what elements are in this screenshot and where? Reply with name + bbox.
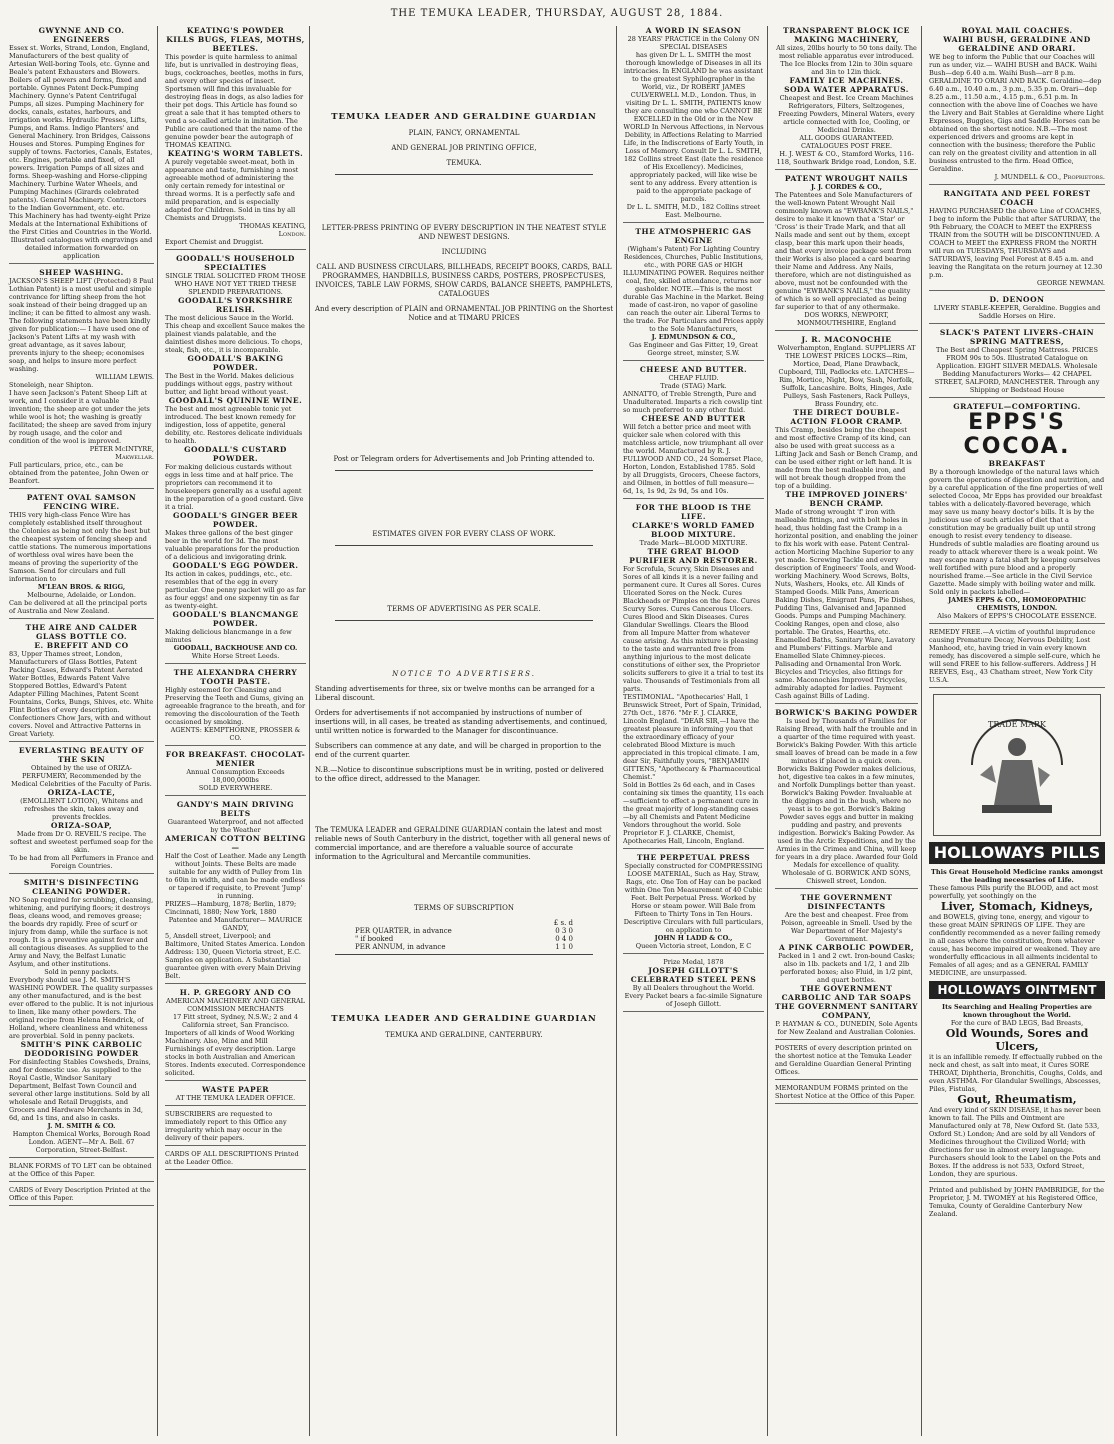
worm-signature: THOMAS KEATING, <box>239 222 306 230</box>
word-body: has given Dr L. L. SMITH the most thorough knowledge of Diseases in all its intricacies. In ENGLAND he was assistant to the greatest Syphilographer in the World, viz., Dr ROBERT JAMES CULVERWELL M.D., London. Thus, in visiting Dr L. L. SMITH, PATIENTS know they are consulting one who CANNOT BE EXCELLED in the Old or in the New WORLD In Nervous Affections, in Nervous Debility, in Affections Relating to Married Life, in the Indiscretions of Early Youth, in Loss of Memory. Consult Dr L. L. SMITH, 182 Collins street East (late the residence of His Excellency). Medicines, appropriately packed, will like wise be sent to any address. Every attention is paid to the appropriate package of parcels. <box>623 51 764 203</box>
office-title: TEMUKA LEADER AND GERALDINE GUARDIAN <box>331 112 597 122</box>
including-label: INCLUDING <box>441 248 487 256</box>
blank-forms-ad: BLANK FORMS of TO LET can be obtained at the Office of this Paper. <box>9 1162 154 1182</box>
clarke-body: For Scrofula, Scurvy, Skin Diseases and Sores of all kinds it is a never failing and permanent cure. It Cures all Sores. Cures Ulcerated Sores on the Neck. Cures Blackheads or Pimples on the face. Cures Scurvy Sores. Cures Cancerous Ulcers. Cures Blood and Skin Diseases. Cures Glandular Swellings. Clears the Blood from all Impure Matter from whatever cause arising. As this mixture is pleasing to the taste and warranted free from anything injurious to the most delicate constitutions of either sex, the Proprietor solicits sufferers to give it a trial to test its value. Thousands of Testimonials from all parts. <box>623 565 764 693</box>
gandy-location: 5, Ansdell street, Liverpool; and Baltimore, United States America. London Address: 130, Queen Victoria street, E.C. <box>165 932 306 956</box>
gas-location: Gas Engineer and Gas Fitter, 19, Great George street, minster, S.W. <box>629 341 758 357</box>
nail-location: DOS WORKS, NEWPORT, MONMOUTHSHIRE, England <box>797 311 896 327</box>
sheep-location-2: Makwellar. <box>115 453 154 461</box>
mail-subtitle: WAIHI BUSH, GERALDINE AND GERALDINE AND ORARI. <box>943 35 1091 53</box>
subscribers-ad: SUBSCRIBERS are requested to immediately report to this Office any irregularity which may occur in the delivery of their papers. <box>165 1110 306 1146</box>
ice-title: TRANSPARENT BLOCK ICE MAKING MACHINERY, <box>783 26 910 44</box>
gandy-prizes: PRIZES—Hamburg, 1878; Berlin, 1879; Cincinnati, 1880; New York, 1880 <box>165 900 297 916</box>
goods-guaranteed: ALL GOODS GUARANTEED. <box>799 134 894 142</box>
denoon-body: LIVERY STABLE-KEEPER, Geraldine. Buggies and Saddle Horses on Hire. <box>933 304 1101 320</box>
ice2-title: FAMILY ICE MACHINES. <box>789 76 904 85</box>
tooth-agents: AGENTS: KEMPTHORNE, PROSSER & CO. <box>170 726 301 742</box>
york-body: The most delicious Sauce in the World. This cheap and excellent Sauce makes the plainest viands palatable, and the daintiest dishes more delicious. To chops, steak, fish, etc., it is incomparable. <box>165 314 305 354</box>
bench-title: THE IMPROVED JOINERS' BENCH CRAMP. <box>785 490 908 508</box>
sheep-footer: Full particulars, price, etc., can be obtained from the patentee, John Owen or Beanfort. <box>9 461 149 485</box>
oriza-title: EVERLASTING BEAUTY OF THE SKIN <box>18 746 145 764</box>
press-signature: JOHN H LADD & CO., <box>654 934 733 942</box>
column-6 <box>926 26 1108 1436</box>
notice-1: Standing advertisements for three, six or twelve months can be arranged for a Liberal discount. <box>315 685 595 702</box>
cotton-title: AMERICAN COTTON BELTING— <box>165 834 306 852</box>
goodall-title: GOODALL'S HOUSEHOLD SPECIALTIES <box>176 254 295 272</box>
notice-5: The TEMUKA LEADER and GERALDINE GUARDIAN contain the latest and most reliable news of South Canterbury in the district, together with all general news of commercial importance, and are therefore a valuable source of accurate information to the Agricultural and Mercantile communities. <box>315 826 611 861</box>
wrought-nails-ad <box>775 174 918 331</box>
printing-list: CALL AND BUSINESS CIRCULARS, BILLHEADS, RECEIPT BOOKS, CARDS, BALL PROGRAMMES, HANDBILLS, BUSINESS CARDS, POSTERS, PROSPECTUSES, INVOICES, TABLE LAW FORMS, SHOW CARDS, BALANCE SHEETS, PAMPHLETS, CATALOGUES <box>315 263 613 298</box>
borwick-signature: Wholesale of G. BORWICK AND SONS, <box>782 869 911 877</box>
holloway-ad <box>929 694 1105 1182</box>
holloway-pills-body-2: and BOWELS, giving tone, energy, and vigour to these great MAIN SPRINGS OF LIFE. They are confidently recommended as a never failing remedy in all cases where the constitution, from whatever cause, has become impaired or weakened. They are wonderfully efficacious in all ailments incidental to Females of all ages; and as a GENERAL FAMILY MEDICINE, are unsurpassed. <box>929 913 1101 977</box>
holloway-trade-mark-illustration <box>933 694 1101 836</box>
tooth-body: Highly esteemed for Cleansing and Preserving the Teeth and Gums, giving an agreeable fragrance to the breath, and for removing the discolouration of the Teeth occasioned by smoking. <box>165 686 306 726</box>
goodall-signature: GOODALL, BACKHOUSE AND CO. <box>173 644 298 652</box>
holloway-pills-banner: HOLLOWAYS PILLS <box>929 842 1105 864</box>
borwick-body: Is used by Thousands of Families for Raising Bread, with half the trouble and in a quarter of the time required with yeast. Borwick's Baking Powder. With this article small loaves of bread can be made in a few minutes if placed in a quick oven. Borwicks Baking Powder makes delicious, hot, digestive tea cakes in a few minutes, and Norfolk Dumplings better than yeast. Borwick's Baking Powder. Invaluable at the diggings and in the bush, where no yeast is to be got. Borwick's Baking Powder saves eggs and butter in making pudding and pastry, and prevents indigestion. Borwick's Baking Powder. As used in the Arctic Expeditions, and by the Armies in the Crimea and China, will keep for years in a dry place. Awarded four Gold Medals for excellence of quality. <box>775 717 918 869</box>
notice-title: NOTICE TO ADVERTISERS. <box>392 670 536 678</box>
gwynne-body: Essex st. Works, Strand, London, England, Manufacturers of the best quality of Artesian Well-boring Tools, etc. Gynne and Beale's patent Exhausters and Blowers. Boilers of all powers and forms, fixed and portable. Gynnes Patent Deck-Pumping Machinery. Gynne's Patent Centrifugal Pumps, all sizes. Pumping Machinery for docks, canals, estates, harbours, and irrigation works. Hydraulic Presses, Lifts, Pumps, and Rams. Indigo Planters' and General Machinery. Iron Bridges, Caissons Houses and Stores. Pumping Engines for supply of towns. Factories, Canals, Estates, etc. Engines, portable and fixed, of all powers. Irrigation Pumps of all sizes and forms. Sheep-washing and Horse-clipping Machinery. Turbine Water Wheels, and Pumping Machines (Girards celebrated patents). General Machinery. Contractors to the Indian Government, etc. etc. <box>9 44 153 212</box>
maconochie-ad <box>775 335 918 704</box>
notice-4: N.B.—Notice to discontinue subscriptions must be in writing, posted or delivered to the office direct, addressed to the Manager. <box>315 766 604 783</box>
column-2 <box>162 26 310 1436</box>
soap-body: Made from Dr O. REVEIL'S recipe. The softest and sweetest perfumed soap for the skin. <box>10 830 153 854</box>
soap-footer: To be had from all Perfumers in France and Foreign Countries. <box>9 854 154 870</box>
gov-title: THE GOVERNMENT DISINFECTANTS <box>800 893 893 911</box>
sheep-washing-ad <box>9 268 154 489</box>
gillott-ad <box>623 958 764 1012</box>
quinine-title: GOODALL'S QUININE WINE. <box>168 396 303 405</box>
divider <box>335 470 593 471</box>
gas-signature: J. EDMUNDSON & CO., <box>651 333 736 341</box>
soap-title: ORIZA-SOAP, <box>50 821 113 830</box>
gillott-prize: Prize Medal, 1878 <box>663 958 724 966</box>
word-subtitle: 28 YEARS' PRACTICE in the Colony ON SPECIAL DISEASES <box>627 35 760 51</box>
word-title: A WORD IN SEASON <box>645 26 742 35</box>
ginger-title: GOODALL'S GINGER BEER POWDER. <box>173 511 298 529</box>
gandy-body: Guaranteed Waterproof, and not affected by the Weather <box>167 818 304 834</box>
worm-footer: Export Chemist and Druggist. <box>165 238 264 246</box>
holloway-ointment-banner: HOLLOWAYS OINTMENT <box>929 981 1105 999</box>
mail-body: WE beg to inform the Public that our Coaches will run as under, viz.— WAIHI BUSH and BACK. Waihi Bush—dep 6.40 a.m. Waihi Bush—arr 8 p.m. GERALDINE TO ORARI AND BACK. Geraldine—dep 6.40 a.m., 10.40 a.m., 3 p.m., 5.35 p.m. Orari—dep 8.25 a.m., 11.50 a.m., 4.15 p.m., 6.51 p.m. In connection with the above line of Coaches we have the Livery and Bait Stables at Geraldine where Light Expresses, Buggies, Gigs and Saddle Horses can be obtained on the shortest notice. N.B.—The most experienced drivers and grooms are kept in connection with the business; therefore the Public can rely on the greatest civility and attention in all business entrusted to the firm. Head Office, Geraldine. <box>929 53 1104 173</box>
gregory-title: H. P. GREGORY AND CO <box>179 988 292 997</box>
egg-title: GOODALL'S EGG POWDER. <box>172 561 299 570</box>
gwynne-title: GWYNNE AND CO. <box>38 26 125 35</box>
mac-body: Wolverhampton, England. SUPPLIERS AT THE LOWEST PRICES LOCKS—Rim, Mortice, Dead, Plane Drawback, Cupboard, Till, Padlocks etc. LATCHES—Rim, Mortice, Night, Bow, Sash, Norfolk, Suffolk, Lancashire. Bolts, Hinges, Axle Pulleys, Sash Fasteners, Rack Pulleys, Brass Foundry, etc. <box>777 344 916 408</box>
nail-body: The Patentees and Sole Manufacturers of the well-known Patent Wrought Nail commonly known as "EWBANK'S NAILS," desire to make it known that a 'Star' or 'Cross' is their Trade Mark, and that all Nails made and sent out by them, except clasp, bear this mark upon their heads, and that every invoice package sent from their Works is also placed a card bearing their Name and Address. Any Nails, therefore, which are not distinguished as above, must not be confounded with the genuine "EWBANK'S NAILS," the quality of which is so well appreciated as being far superior to that of any othermake. <box>775 191 914 311</box>
glass-bottle-ad <box>9 623 154 742</box>
perpetual-press-ad <box>623 853 764 954</box>
fence-title: PATENT OVAL SAMSON FENCING WIRE. <box>26 493 137 511</box>
blood-mixture-ad <box>623 503 764 849</box>
clarke-subtitle: THE GREAT BLOOD PURIFIER AND RESTORER. <box>629 547 758 565</box>
holloway-ointment-line: Its Searching and Healing Properties are known throughout the World. <box>942 1003 1092 1019</box>
divider <box>335 954 593 955</box>
memo-forms-ad: MEMORANDUM FORMS printed on the Shortest Notice at the Office of this Paper. <box>775 1084 918 1104</box>
waste-title: WASTE PAPER <box>201 1085 270 1094</box>
denoon-title: D. DENOON <box>989 295 1045 304</box>
divider <box>335 620 593 621</box>
denoon-ad <box>929 295 1105 324</box>
cheese2-body: Will fetch a better price and meet with quicker sale when colored with this matchless article, now triumphant all over the world. Manufactured by R. J. FULLWOOD AND CO., 24 Somerset Place, Horton, London, Established 1785. Sold by all Druggists, Grocers, Cheese factors, and Oilmen, in bottles of full measure—6d, 1s, 1s 9d, 2s 9d, 5s and 10s. <box>623 423 764 495</box>
gandy-footer: Samples on application. A Substantial guarantee given with every Main Driving Belt. <box>165 956 301 980</box>
oriza-body: Obtained by the use of ORIZA-PERFUMERY, Recommended by the Medical Celebrities of the Faculty of Paris. <box>11 764 152 788</box>
terms-advertising: TERMS OF ADVERTISING AS PER SCALE. <box>387 605 541 613</box>
epps-body: By a thorough knowledge of the natural laws which govern the operations of digestion and nutrition, and by a careful application of the fine properties of well selected Cocoa, Mr Epps has provided our breakfast tables with a delicately-flavored beverage, which may save us many heavy doctor's bills. It is by the judicious use of such articles of diet that a constitution may be gradually built up until strong enough to resist every tendency to disease. Hundreds of subtle maladies are floating around us ready to attack wherever there is a weak point. We may escape many a fatal shaft by keeping ourselves well fortified with pure blood and a properly nourished frame.—See article in the Civil Service Gazette. Made simply with boiling water and milk. Sold only in packets labelled— <box>929 468 1105 596</box>
sheep-body: JACKSON'S SHEEP LIFT (Protected) 8 Paul Lothian Patent) is a most useful and simple contrivance for lifting sheep from the hot soak instead of their being dragged up an incline; it can be fitted to almost any wash. The following statements have been kindly given for publication:— I have used one of Jackson's Patent Lifts at my wash with great advantage, as it saves labour, prevents injury to the sheep; economises soap, and helps to insure more perfect washing. <box>9 277 154 373</box>
word-in-season-ad <box>623 26 764 223</box>
borwick-title: BORWICK'S BAKING POWDER <box>775 708 918 717</box>
subscription-row: PER QUARTER, in advance 0 3 0 <box>355 927 573 935</box>
mail-signature: J. MUNDELL & CO., Proprietors. <box>994 173 1105 181</box>
letterpress: LETTER-PRESS PRINTING OF EVERY DESCRIPTION IN THE NEATEST STYLE AND NEWEST DESIGNS. <box>321 224 607 241</box>
keating-subtitle: KILLS BUGS, FLEAS, MOTHS, BEETLES. <box>166 35 305 53</box>
posters-ad: POSTERS of every description printed on the shortest notice at the Temuka Leader and Geraldine Guardian General Printing Offices. <box>775 1044 918 1080</box>
subscription-row: " if booked 0 4 0 <box>355 935 573 943</box>
fence-location: Melbourne, Adelaide, or London. <box>27 591 136 599</box>
blanc-body: Making delicious blancmange in a few minutes <box>165 628 292 644</box>
holloway-ointment-body-3: And every kind of SKIN DISEASE, it has never been known to fail. The Pills and Ointment are Manufactured only at 78, New Oxford St. (late 533, Oxford St.) London; And are sold by all Vendors of Medicines throughout the Civilized World; with directions for use in almost every language. Purchasers should look to the Label on the Pots and Boxes. If the address is not 533, Oxford Street, London, they are spurious. <box>929 1106 1101 1178</box>
cards-ad: CARDS of Every Description Printed at the Office of this Paper. <box>9 1186 154 1206</box>
fence-body: THIS very high-class Fence Wire has completely established itself throughout the Colonies as being not only the best but the cheapest system of fencing sheep and cattle stations. The numerous importations of worthless oval wires have been the means of proving the superiority of the Samson. Send for circulars and full information to <box>9 511 152 583</box>
keating-title: KEATING'S POWDER <box>186 26 285 35</box>
waste-paper-ad <box>165 1085 306 1106</box>
divider <box>335 545 593 546</box>
slack-title: SLACK'S PATENT LIVERS-CHAIN SPRING MATTRESS, <box>939 328 1095 346</box>
gregory-ad <box>165 988 306 1081</box>
rang-title: RANGITATA AND PEEL FOREST COACH <box>943 189 1091 207</box>
clarke-testimonial: TESTIMONIAL. "Apothecaries' Hall, 1 Brunswick Street, Port of Spain, Trinidad, 27th Oct., 1876. "Mr F. J. CLARKE, Lincoln England. "DEAR SIR,—I have the greatest pleasure in informing you that the extraordinary efficacy of your celebrated Blood Mixture is much appreciated in this tropical climate. I am, dear Sir, Faithfully yours, "BENJAMIN GITTENS, "Apothecary & Pharmaceutical Chemist." <box>623 693 762 781</box>
egg-body: Its action in cakes, puddings, etc., etc. resembles that of the egg in every particular. One penny packet will go as far as four eggs! and one sixpenny tin as far as twenty-eight. <box>165 570 306 610</box>
cards-ad-2: CARDS OF ALL DESCRIPTIONS Printed at the Leader Office. <box>165 1150 306 1170</box>
nail-signature: J. J. CORDES & CO., <box>810 183 883 191</box>
smith-sold: Sold in penny packets. <box>44 968 119 976</box>
blood-title: FOR THE BLOOD IS THE LIFE. <box>635 503 752 521</box>
gwynne-note: This Machinery has had twenty-eight Prize Medals at the International Exhibitions of the First Cities and Countries in the World. <box>9 212 152 236</box>
cotton-body: Half the Cost of Leather. Made any Length without Joints. These Belts are made suitable for any width of Pulley from 1in to 60in in width, and can be made endless or tapered if requisite, to Prevent 'Jump' in running. <box>165 852 307 900</box>
lacte-title: ORIZA-LACTE, <box>47 788 116 797</box>
gregory-address: 17 Fitt street, Sydney, N.S.W.; 2 and 4 California street, San Francisco. <box>172 1013 299 1029</box>
epps-footer: Also Makers of EPPS'S CHOCOLATE ESSENCE. <box>937 612 1097 620</box>
clarke-mark: Trade Mark—BLOOD MIXTURE. <box>639 539 748 547</box>
clarke-footer: Sold in Bottles 2s 6d each, and in Cases containing six times the quantity, 11s each—sufficient to effect a permanent cure in the great majority of long-standing cases—by all Chemists and Patent Medicine Vendors throughout the world. Sole Proprietor F. J. CLARKE, Chemist, Apothecaries Hall, Lincoln, England. <box>623 781 764 845</box>
gandy-ad <box>165 800 306 984</box>
gas-title: THE ATMOSPHERIC GAS ENGINE <box>635 227 752 245</box>
custard-body: For making delicious custards without eggs in less time and at half price. The proprietors can recommend it to housekeepers generally as a useful agent in the preparation of a good custard. Give it a trial. <box>165 463 304 511</box>
every-description: And every description of PLAIN and ORNAMENTAL JOB PRINTING on the Shortest Notice and at TIMARU PRICES <box>315 305 614 322</box>
soda-title: SODA WATER APPARATUS. <box>784 85 909 94</box>
annatto-body: ANNATTO, of Treble Strength, Pure and Unadulterated. Imparts a rich cowslip tint so much preferred to any other fluid. <box>623 390 763 414</box>
blanc-title: GOODALL'S BLANCMANGE POWDER. <box>172 610 299 628</box>
choc-title: FOR BREAKFAST. CHOCOLAT-MENIER <box>165 750 306 768</box>
chocolat-ad <box>165 750 306 796</box>
smith-body: NO Soap required for scrubbing, cleansing, whitening, and purifying floors; it destroys fleas, cleans wood, and removes grease; the boards dry rapidly. Free of scurf or injury from damp, while the surface is not rough. It is a preventive against fever and all contagious diseases. As supplied to the Army and Navy, the Belfast Lunatic Asylum, and other institutions. <box>9 896 154 968</box>
footer-title: TEMUKA LEADER AND GERALDINE GUARDIAN <box>331 1014 597 1024</box>
rang-signature: GEORGE NEWMAN. <box>1037 279 1105 287</box>
gregory-subtitle: AMERICAN MACHINERY AND GENERAL COMMISSION MERCHANTS <box>166 997 305 1013</box>
subscription-row: PER ANNUM, in advance 1 1 0 <box>355 943 573 951</box>
fence-wire-ad <box>9 493 154 619</box>
carbolic-body: Packed in 1 and 2 cwt. Iron-bound Casks; also in 1lb. packets and 1/2, 1 and 2lb perforated boxes; also Fluid, in 1/2 pint, and quart bottles. <box>778 952 915 984</box>
worm-body: A purely vegetable sweet-meat, both in appearance and taste, furnishing a most agreeable method of administering the only certain remedy for intestinal or thread worms. It is a perfectly safe and mild preparation, and is especially adapted for Children. Sold in tins by all Chemists and Druggists. <box>165 158 299 222</box>
sanitary-title: THE GOVERNMENT SANITARY COMPANY, <box>775 1002 918 1020</box>
borwick-ad <box>775 708 918 889</box>
slack-mattress-ad <box>929 328 1105 398</box>
ginger-body: Makes three gallons of the best ginger beer in the world for 3d. The most valuable preparations for the production of a delicious and invigorating drink. <box>165 529 300 561</box>
holloway-liver-line: Liver, Stomach, Kidneys, <box>940 900 1094 913</box>
estimates: ESTIMATES GIVEN FOR EVERY CLASS OF WORK. <box>372 530 556 538</box>
oriza-ad <box>9 746 154 874</box>
column-1 <box>6 26 158 1436</box>
subscription-header: £ s. d <box>553 919 573 927</box>
lacte-body: (EMOLLIENT LOTION), Whitens and refreshes the skin, takes away and prevents freckles. <box>20 797 143 821</box>
post-orders: Post or Telegram orders for Advertisements and Job Printing attended to. <box>333 455 595 463</box>
borwick-location: Chiswell street, London. <box>806 877 887 885</box>
pink-body: For disinfecting Stables Cowsheds, Drains, and for domestic use. As supplied to the Royal Castle, Windsor Sanitary Department, Belfast Town Council and several other large institutions. Sold by all wholesale and Retail Druggists, and Grocers and Hardware Merchants in 3d, 6d, and 1s tins, and also in casks. <box>9 1058 151 1122</box>
aire-title: THE AIRE AND CALDER GLASS BOTTLE CO. <box>25 623 138 641</box>
sheep-signature-1: WILLIAM LEWIS. <box>95 373 154 381</box>
holloway-pills-line: This Great Household Medicine ranks amongst the leading necessaries of Life. <box>931 868 1103 884</box>
smith-body-2: Everybody should use J. M. SMITH'S WASHING POWDER. The quality surpasses any other manufactured, and is the best ever offered to the public. It is not injurious to linen, like many other powders. The original recipe from Helena Hendrick, of Holland, where cleanliness and whiteness are proverbial. Sold in penny packets. <box>9 976 154 1040</box>
gillott-body: By all Dealers throughout the World. Every Packet bears a fac-simile Signature of Joseph Gillott. <box>624 984 763 1008</box>
slack-body: The Best and Cheapest Spring Mattress. PRICES FROM 90s to 50s. Illustrated Catalogue on Application. EIGHT SILVER MEDALS. Wholesale Bedding Manufacturers Works— 42 CHAPEL STREET, SALFORD, MANCHESTER. Through any Shipping or Bedstead House <box>934 346 1100 394</box>
catalogues-free: CATALOGUES POST FREE. <box>800 142 893 150</box>
gregory-body: Importers of all kinds of Wood Working Machinery. Also, Mine and Mill Furnishings of every description. Large stocks in both Australian and American Stores. Indents executed. Correspondence solicited. <box>165 1029 306 1077</box>
footer-location: TEMUKA AND GERALDINE, CANTERBURY. <box>385 1031 543 1039</box>
press-body: Specially constructed for COMPRESSING LOOSE MATERIAL, Such as Hay, Straw, Rags, etc. One Ton of Hay can be packed within One Ton Measurement of 40 Cubic Feet. Belt Perpetual Press. Worked by Horse or steam power. Will Bale from Fifteen to Thirty Tons in Ten Hours. Descriptive Circulars with full particulars, on application to <box>623 862 764 934</box>
mail-coaches-ad <box>929 26 1105 185</box>
press-location: Queen Victoria street, London, E C <box>635 942 752 950</box>
choc-body: Annual Consumption Exceeds 18,000,000lbs <box>186 768 285 784</box>
cheese-title: CHEESE AND BUTTER. <box>639 365 748 374</box>
mail-title: ROYAL MAIL COACHES. <box>961 26 1073 35</box>
sheep-title: SHEEP WASHING. <box>39 268 124 277</box>
tooth-title: THE ALEXANDRA CHERRY TOOTH PASTE. <box>173 668 298 686</box>
pink-location: Hampton Chemical Works, Borough Road London. AGENT—Mr A. Bell. 67 Corporation, Street-Belfast. <box>12 1130 151 1154</box>
imprint: Printed and published by JOHN PAMBRIDGE, for the Proprietor, J. M. TWOMEY at his Registered Office, Temuka, County of Geraldine Canterbury New Zealand. <box>929 1186 1105 1218</box>
rang-body: HAVING PURCHASED the above Line of COACHES, I beg to inform the Public that after SATURDAY, the 9th February, the COACH to MEET the EXPRESS TRAIN from the SOUTH will be DISCONTINUED. A COACH to MEET the EXPRESS FROM the NORTH will run on TUESDAYS, THURSDAYS and SATURDAYS, leaving Peel Forest at 8.45 a.m. and leaving the Rangitata on the return journey at 12.30 p.m. <box>929 207 1103 279</box>
baking-title: GOODALL'S BAKING POWDER. <box>187 354 284 372</box>
masthead: THE TEMUKA LEADER, THURSDAY, AUGUST 28, 1884. <box>390 8 724 19</box>
column-5 <box>772 26 922 1436</box>
gas-engine-ad <box>623 227 764 361</box>
worm-title: KEATING'S WORM TABLETS. <box>167 149 304 158</box>
gwynne-ad <box>9 26 154 264</box>
pink-signature: J. M. SMITH & CO. <box>47 1122 116 1130</box>
office-line-3: TEMUKA. <box>446 159 482 167</box>
ice-machinery-ad <box>775 26 918 170</box>
gwynne-catalogue: Illustrated catalogues with engravings and detailed information forwarded on application <box>10 236 153 260</box>
ice-body: All sizes, 20lbs hourly to 50 tons daily. The most reliable apparatus ever introduced. The Ice Blocks from 12in to 30in square and 3in to 12in thick. <box>776 44 917 76</box>
soda-body: Cheapest and Best. Ice Cream Machines Refrigerators, Filters, Seltzogenes, Freezing Powders, Mineral Waters, every article connected with Ice, Cooling, or Medicinal Drinks. <box>778 94 915 134</box>
disinfectants-ad <box>775 893 918 1040</box>
cramp-title: THE DIRECT DOUBLE-ACTION FLOOR CRAMP. <box>790 408 903 426</box>
waste-subtitle: AT THE TEMUKA LEADER OFFICE. <box>175 1094 296 1102</box>
word-signature: Dr L. L. SMITH, M.D., 182 Collins street East. Melbourne. <box>626 203 761 219</box>
divider <box>335 174 593 175</box>
tooth-paste-ad <box>165 668 306 746</box>
smith-title: SMITH'S DISINFECTING CLEANING POWDER. <box>23 878 140 896</box>
cheese2-title: CHEESE AND BUTTER <box>641 414 746 423</box>
cheese-subtitle: CHEAP FLUID. <box>668 374 719 382</box>
gwynne-subtitle: ENGINEERS <box>53 35 110 44</box>
cheese-mark: Trade (STAG) Mark. <box>660 382 727 390</box>
holloway-pills-body: These famous Pills purify the BLOOD, and act most powerfully, yet soothingly on the <box>929 884 1099 900</box>
goodall-location: White Horse Street Leeds. <box>191 652 280 660</box>
holloway-trade-mark-label: TRADE MARK <box>988 720 1046 729</box>
breffit-title: E. BREFFIT AND CO <box>34 641 129 650</box>
epps-subtitle: BREAKFAST <box>988 459 1046 468</box>
holloway-ointment-body-2: it is an infallible remedy. If effectually rubbed on the neck and chest, as salt into meat, it Cures SORE THROAT, Diphtheria, Bronchitis, Coughs, Colds, and even ASTHMA. For Glandular Swellings, Abscesses, Piles, Fistulas, <box>929 1053 1103 1093</box>
worm-location: London. <box>278 230 306 238</box>
holloway-gout-line: Gout, Rheumatism, <box>957 1093 1077 1106</box>
holloway-ointment-body: For the cure of BAD LEGS, Bad Breasts, <box>950 1019 1084 1027</box>
goodall-ad <box>165 254 306 664</box>
breffit-body: 83, Upper Thames street, London, Manufacturers of Glass Bottles, Patent Packing Cases, Edward's Patent Aerated Water Bottles, Edwards Patent Valve Stoppered Bottles, Edward's Patent Adapter Filling Machines, Patent Scent Fountains, Corks, Bungs, Shives, etc. White Flint Bottles of every description. Confectioners Chow Jars, with and without covers. Novel and Attractive Patterns in Great Variety. <box>9 650 154 738</box>
smith-cleaning-ad <box>9 878 154 1158</box>
epps-head: GRATEFUL—COMFORTING. <box>953 402 1081 411</box>
notice-3: Subscribers can commence at any date, and will be charged in proportion to the end of the current quarter. <box>315 742 602 759</box>
fence-signature: M'LEAN BROS. & RIGG, <box>37 583 126 591</box>
keating-powder-ad <box>165 26 306 250</box>
pink-title: SMITH'S PINK CARBOLIC DEODORISING POWDER <box>20 1040 143 1058</box>
carbolic-title: A PINK CARBOLIC POWDER, <box>778 943 915 952</box>
column-4 <box>620 26 768 1436</box>
office-line-2: AND GENERAL JOB PRINTING OFFICE, <box>391 144 537 152</box>
bench-body: Made of strong wrought 'f' iron with malleable fittings, and with bolt holes in head, thus holding fast the Cramp in a horizontal position, and enabling the joiner to fix his work with ease. Patent Central-action Morticing Machine Superior to any yet made. Screwing Tackle and every description of Engineers' Tools, and Wood-working Machinery. Wood Screws, Bolts, Nuts, Washers, Hooks, etc. All Kinds of Stamped Goods. Milk Pans, American Baking Dishes, Emigrant Pans, Pie Dishes, Pudding Tins, Galvanised and Japanned Goods. Pumps and Pumping Machinery. Cooking Ranges, open and close, also portable. The Grates, Hearths, etc. Enamelled Baths, Sanitary Ware, Lavatory and Plumbers' Fittings. Marble and Enamelled Slate Chimney-pieces. Palisading and Ornamental Iron Work. Bicycles and Tricycles, also fittings for same. Maconochies Improved Tricycles, admirably adapted for ladies. Payment Cash against Bills of Lading. <box>775 508 918 700</box>
holloway-wounds-line: Old Wounds, Sores and Ulcers, <box>945 1027 1089 1053</box>
sheep-body-2: I have seen Jackson's Patent Sheep Lift at work, and I consider it a valuable invention; the sheep are got under the jets while wool is hot; the washing is greatly facilitated; the sheep are saved from injury by rough usage, and the color and condition of the wool is improved. <box>9 389 152 445</box>
cramp-body: This Cramp, besides being the cheapest and most effective Cramp of its kind, can also be used with great success as a Lifting Jack and Sash or Bench Cramp, and can be used either right or left hand. It is made from the best malleable iron, and will not break though dropped from the top of a building. <box>775 426 918 490</box>
seated-figure-icon <box>962 705 1072 825</box>
york-title: GOODALL'S YORKSHIRE RELISH. <box>178 296 293 314</box>
column-3 <box>312 26 617 1436</box>
gandy-title: GANDY'S MAIN DRIVING BELTS <box>176 800 295 818</box>
notice-2: Orders for advertisements if not accompanied by instructions of number of insertions will, in all cases, be treated as standing advertisements, and continued, until written notice is forwarded to the Manager for discontinuance. <box>315 709 608 735</box>
annatto-ad <box>623 365 764 499</box>
soaps-title: THE GOVERNMENT CARBOLIC AND TAR SOAPS <box>781 984 912 1002</box>
west-signature: H. J. WEST & CO., Stamford Works, 116-118, Southwark Bridge road, London, S.E. <box>776 150 917 166</box>
sheep-location-1: Stoneleigh, near Shipton. <box>9 381 94 389</box>
quinine-body: The best and most agreeable tonic yet introduced. The best known remedy for indigestion, loss of appetite, general debility, etc. Restores delicate individuals to health. <box>165 405 303 445</box>
mac-title: J. R. MACONOCHIE <box>801 335 892 344</box>
gas-body: (Wigham's Patent) For Lighting Country Residences, Churches, Public Institutions, etc., with PORE GAS or HIGH ILLUMINATING POWER. Requires neither coal, fire, skilled attendance, returns nor gasholder. NOTE.—This is the most durable Gas Machine in the Market. Being made of cast-iron, no vapor of gasoline can reach the outer air. Liberal Terms to the trade. For Particulars and Prices apply to the Sole Manufacturers, <box>623 245 764 333</box>
nail-title: PATENT WROUGHT NAILS <box>784 174 909 183</box>
gandy-signature: Patentee and Manufacturer— MAURICE GANDY, <box>168 916 303 932</box>
fence-footer: Can be delivered at all the principal ports of Australia and New Zealand. <box>9 599 147 615</box>
sheep-signature-2: PETER McINTYRE, <box>89 445 154 453</box>
keating-body: This powder is quite harmless to animal life, but is unrivalled in destroying fleas, bugs, cockroaches, beetles, moths in furs, and every other species of insect. Sportsmen will find this invaluable for destroying fleas in dogs, as also ladies for their pet dogs. This Article has found so great a sale that it has tempted others to vend a so-called article in imitation. The Public are cautioned that the name of the genuine powder bear the autograph of THOMAS KEATING. <box>165 53 304 149</box>
gov-body: Are the best and cheapest. Free from Poison, agreeable in Smell. Used by the War Department of Her Majesty's Government. <box>780 911 913 943</box>
press-title: THE PERPETUAL PRESS <box>636 853 751 862</box>
terms-subscription: TERMS OF SUBSCRIPTION <box>413 904 515 912</box>
epps-cocoa-ad <box>929 402 1105 624</box>
baking-body: The Best in the World. Makes delicious puddings without eggs, pastry without butter, and light bread without yeast. <box>165 372 294 396</box>
remedy-free-ad: REMEDY FREE.—A victim of youthful imprudence causing Premature Decay, Nervous Debility, Lost Manhood, etc, having tried in vain every known remedy, has discovered a simple self-cure, which he will send FREE to his fellow-sufferers. Address J H REEVES, Esq., 43 Chatham street, New York City U.S.A. <box>929 628 1105 688</box>
custard-title: GOODALL'S CUSTARD POWDER. <box>184 445 287 463</box>
gillott-title: JOSEPH GILLOTT'S CELEBRATED STEEL PENS <box>630 966 757 984</box>
choc-sold: SOLD EVERYWHERE. <box>198 784 273 792</box>
clarke-title: CLARKE'S WORLD FAMED BLOOD MIXTURE. <box>632 521 755 539</box>
epps-signature: JAMES EPPS & CO., HOMOEOPATHIC CHEMISTS, LONDON. <box>948 596 1086 612</box>
rangitata-ad <box>929 189 1105 291</box>
office-line-1: PLAIN, FANCY, ORNAMENTAL <box>408 129 520 137</box>
hayman-agents: P. HAYMAN & CO., DUNEDIN, Sole Agents for New Zealand and Australian Colonies. <box>775 1020 918 1036</box>
goodall-subtitle: SINGLE TRIAL SOLICITED FROM THOSE WHO HAVE NOT YET TRIED THESE SPLENDID PREPARATIONS. <box>165 272 306 296</box>
epps-title: EPPS'S COCOA. <box>963 410 1071 459</box>
